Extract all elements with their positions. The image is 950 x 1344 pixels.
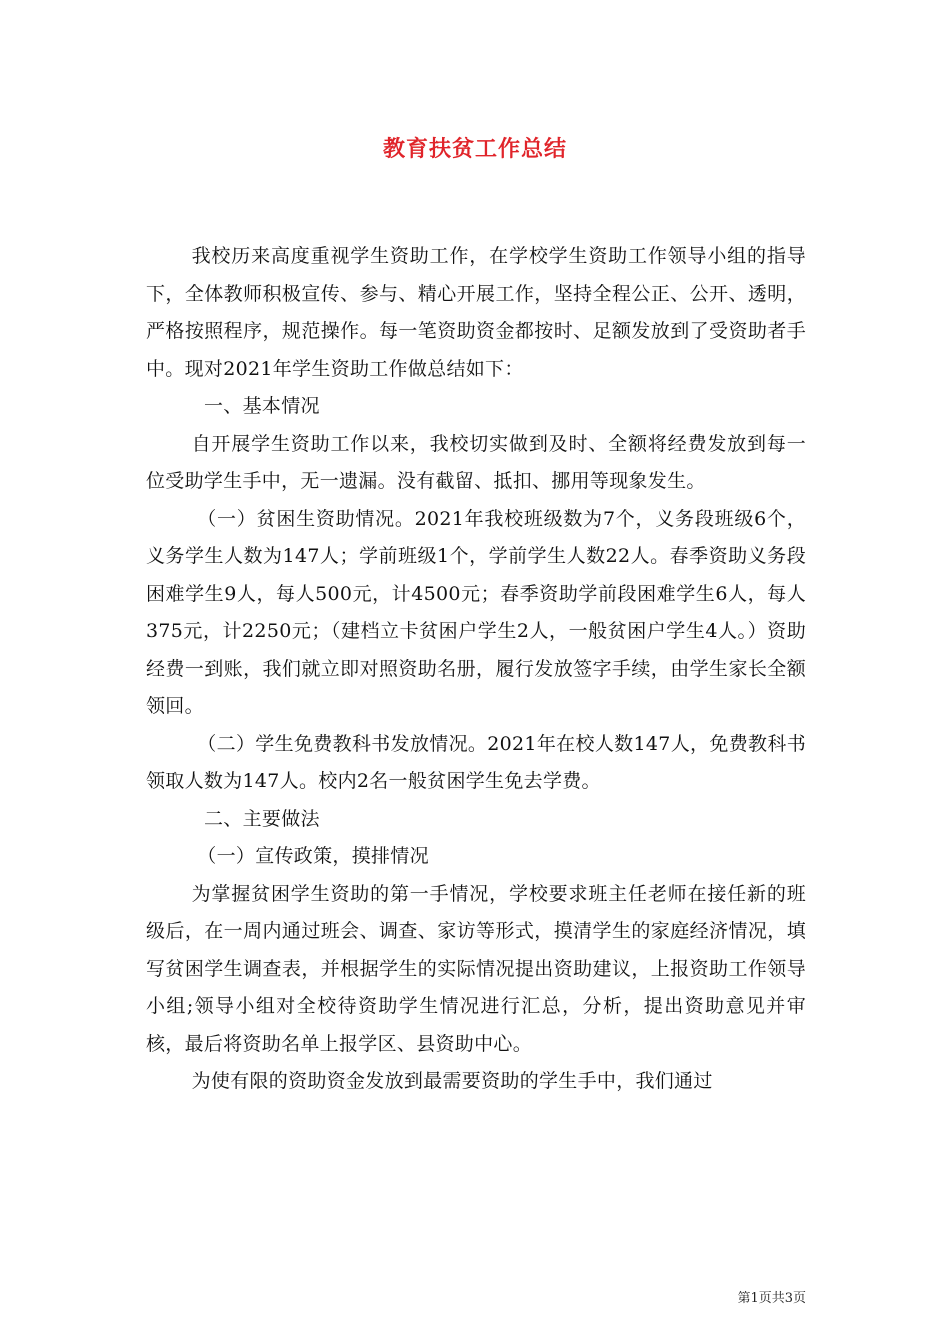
section-heading-methods: 二、主要做法 bbox=[204, 807, 320, 830]
section-heading-basic: 一、基本情况 bbox=[204, 395, 320, 417]
paragraph-intro: 我校历来高度重视学生资助工作，在学校学生资助工作领导小组的指导下，全体教师积极宣传、参与、精心开展工作，坚持全程公正、公开、透明，严格按照程序，规范操作。每一笔资助资金都按时、足额发放到了受资助者手中。现对2021年学生资助工作做总结如下： bbox=[146, 245, 806, 380]
paragraph-survey: 为掌握贫困学生资助的第一手情况，学校要求班主任老师在接任新的班级后，在一周内通过班会、调查、家访等形式，摸清学生的家庭经济情况，填写贫困学生调查表，并根据学生的实际情况提出资助建议，上报资助工作领导小组;领导小组对全校待资助学生情况进行汇总，分析，提出资助意见并审核，最后将资助名单上报学区、县资助中心。 bbox=[146, 882, 806, 1055]
paragraph-basic: 自开展学生资助工作以来，我校切实做到及时、全额将经费发放到每一位受助学生手中，无一遗漏。没有截留、抵扣、挪用等现象发生。 bbox=[146, 432, 806, 492]
page-number: 第1页共3页 bbox=[737, 1291, 806, 1306]
paragraph-poor-student-aid: （一）贫困生资助情况。2021年我校班级数为7个，义务段班级6个，义务学生人数为147人；学前班级1个，学前学生人数22人。春季资助义务段困难学生9人，每人500元，计4500元；春季资助学前段困难学生6人，每人375元，计2250元；（建档立卡贫困户学生2人，一般贫困户学生4人。）资助经费一到账，我们就立即对照资助名册，履行发放签字手续，由学生家长全额领回。 bbox=[146, 507, 806, 717]
subheading-policy: （一）宣传政策，摸排情况 bbox=[197, 845, 429, 867]
paragraph-free-textbooks: （二）学生免费教科书发放情况。2021年在校人数147人，免费教科书领取人数为147人。校内2名一般贫困学生免去学费。 bbox=[146, 732, 806, 792]
document-title: 教育扶贫工作总结 bbox=[382, 137, 567, 162]
document-body bbox=[146, 238, 806, 1101]
paragraph-allocation: 为使有限的资助资金发放到最需要资助的学生手中，我们通过 bbox=[191, 1070, 713, 1092]
